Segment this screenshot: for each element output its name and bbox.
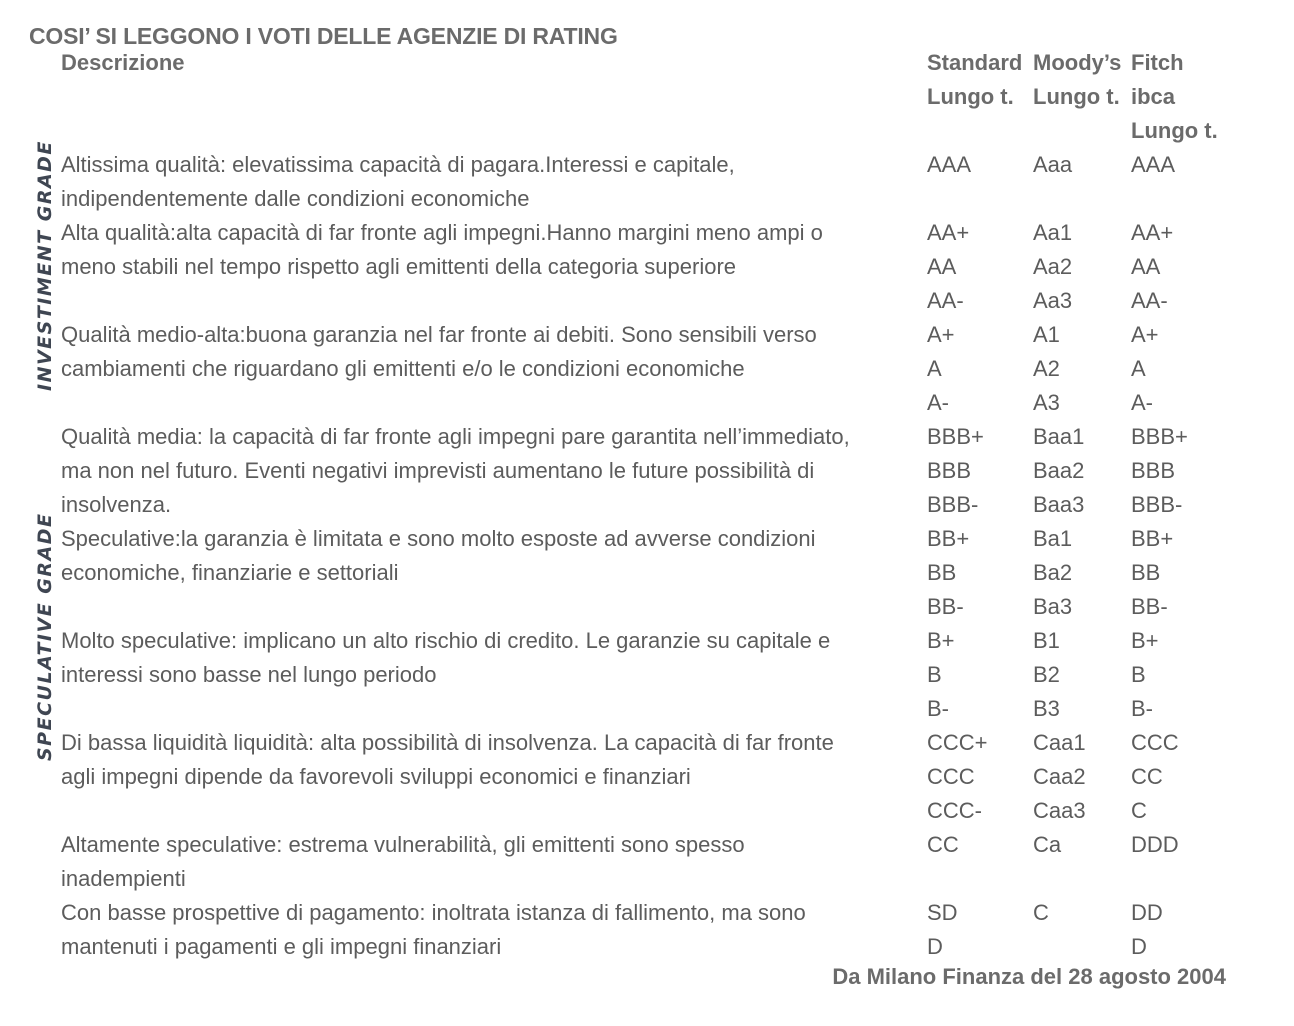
row-moodys-rating-line: Ba2 <box>1033 560 1073 585</box>
row-fitch-rating-line: A- <box>1131 390 1153 415</box>
row-description-line: Molto speculative: implicano un alto rischio di credito. Le garanzie su capitale e <box>61 628 831 653</box>
row-description-line: interessi sono basse nel lungo periodo <box>61 662 437 687</box>
row-description <box>61 420 926 522</box>
row-fitch-rating <box>1131 828 1179 896</box>
row-fitch-rating-line: AAA <box>1131 152 1176 177</box>
row-fitch-rating-line: DD <box>1131 900 1163 925</box>
row-moodys-rating <box>1033 726 1086 828</box>
row-fitch-rating-line <box>1131 862 1179 896</box>
row-standard-rating-line: B- <box>927 696 949 721</box>
row-description-line: inadempienti <box>61 866 186 891</box>
header-standard <box>927 46 1022 114</box>
row-fitch-rating-line: B+ <box>1131 628 1159 653</box>
header-standard-line: Lungo t. <box>927 84 1014 109</box>
row-description-line <box>61 590 926 624</box>
row-standard-rating-line: A+ <box>927 322 955 347</box>
row-standard-rating-line: CCC+ <box>927 730 988 755</box>
row-description-line <box>61 794 926 828</box>
row-fitch-rating-line: BB- <box>1131 594 1168 619</box>
row-standard-rating-line: CC <box>927 832 959 857</box>
row-standard-rating-line: A- <box>927 390 949 415</box>
row-description-line: agli impegni dipende da favorevoli sviluppi economici e finanziari <box>61 764 691 789</box>
row-fitch-rating-line: CC <box>1131 764 1163 789</box>
row-fitch-rating-line <box>1131 182 1175 216</box>
row-fitch-rating <box>1131 624 1159 726</box>
row-moodys-rating-line: Aa3 <box>1033 288 1073 313</box>
row-standard-rating <box>927 624 955 726</box>
row-moodys-rating-line: Caa1 <box>1033 730 1086 755</box>
row-description-line: meno stabili nel tempo rispetto agli emittenti della categoria superiore <box>61 254 737 279</box>
row-fitch-rating-line: AA- <box>1131 288 1168 313</box>
header-fitch-line: Fitch <box>1131 50 1184 75</box>
row-fitch-rating-line: C <box>1131 798 1147 823</box>
row-fitch-rating-line: B- <box>1131 696 1153 721</box>
row-description-line: Altamente speculative: estrema vulnerabilità, gli emittenti sono spesso <box>61 832 745 857</box>
row-standard-rating <box>927 828 959 896</box>
row-moodys-rating <box>1033 624 1060 726</box>
row-standard-rating-line: CCC- <box>927 798 982 823</box>
row-description-line: Qualità medio-alta:buona garanzia nel far fronte ai debiti. Sono sensibili verso <box>61 322 817 347</box>
row-fitch-rating <box>1131 318 1159 420</box>
row-description-line <box>61 386 926 420</box>
row-moodys-rating <box>1033 522 1072 624</box>
row-moodys-rating-line: Aa2 <box>1033 254 1073 279</box>
row-moodys-rating-line: A1 <box>1033 322 1060 347</box>
row-fitch-rating <box>1131 522 1173 624</box>
header-fitch <box>1131 46 1218 148</box>
row-moodys-rating-line: Ba1 <box>1033 526 1073 551</box>
row-moodys-rating <box>1033 420 1084 522</box>
row-fitch-rating-line: BBB+ <box>1131 424 1188 449</box>
row-description-line: Con basse prospettive di pagamento: inoltrata istanza di fallimento, ma sono <box>61 900 806 925</box>
row-description-line: Di bassa liquidità liquidità: alta possibilità di insolvenza. La capacità di far fronte <box>61 730 834 755</box>
row-fitch-rating-line: BBB <box>1131 458 1176 483</box>
row-moodys-rating-line <box>1033 930 1049 964</box>
row-fitch-rating <box>1131 726 1179 828</box>
row-fitch-rating-line: BBB- <box>1131 492 1183 517</box>
row-fitch-rating-line: AA+ <box>1131 220 1174 245</box>
row-standard-rating-line: D <box>927 934 943 959</box>
row-standard-rating-line: CCC <box>927 764 975 789</box>
row-standard-rating-line: BBB <box>927 458 972 483</box>
row-moodys-rating-line: Baa2 <box>1033 458 1085 483</box>
row-moodys-rating-line <box>1033 182 1072 216</box>
row-fitch-rating-line: B <box>1131 662 1146 687</box>
row-description-line: Altissima qualità: elevatissima capacità di pagara.Interessi e capitale, <box>61 152 735 177</box>
header-fitch-line: ibca <box>1131 84 1176 109</box>
row-description-line: mantenuti i pagamenti e gli impegni finanziari <box>61 934 502 959</box>
row-description-line <box>61 692 926 726</box>
row-standard-rating-line: AA- <box>927 288 964 313</box>
row-description-line: Speculative:la garanzia è limitata e sono molto esposte ad avverse condizioni <box>61 526 816 551</box>
row-description <box>61 624 926 726</box>
row-moodys-rating-line: Caa2 <box>1033 764 1086 789</box>
row-standard-rating-line: BBB+ <box>927 424 984 449</box>
row-moodys-rating-line: B3 <box>1033 696 1060 721</box>
investment-grade-label: INVESTIMENT GRADE <box>34 140 56 391</box>
row-fitch-rating-line: D <box>1131 934 1147 959</box>
row-fitch-rating-line: BB+ <box>1131 526 1174 551</box>
row-standard-rating-line: A <box>927 356 942 381</box>
row-moodys-rating <box>1033 896 1049 964</box>
row-moodys-rating-line: B1 <box>1033 628 1060 653</box>
row-standard-rating-line: BB+ <box>927 526 970 551</box>
row-description <box>61 828 926 896</box>
header-standard-line: Standard <box>927 50 1023 75</box>
row-standard-rating <box>927 148 971 216</box>
row-standard-rating <box>927 896 958 964</box>
speculative-grade-label: SPECULATIVE GRADE <box>34 512 56 761</box>
header-fitch-line: Lungo t. <box>1131 118 1218 143</box>
row-standard-rating <box>927 318 955 420</box>
row-moodys-rating-line: Ca <box>1033 832 1062 857</box>
row-standard-rating-line: AA+ <box>927 220 970 245</box>
row-standard-rating-line: BB <box>927 560 957 585</box>
row-standard-rating-line: B+ <box>927 628 955 653</box>
row-description <box>61 318 926 420</box>
row-standard-rating <box>927 522 969 624</box>
row-moodys-rating-line: Aaa <box>1033 152 1073 177</box>
header-moodys-line: Lungo t. <box>1033 84 1120 109</box>
header-description: Descrizione <box>61 50 185 75</box>
row-fitch-rating <box>1131 420 1188 522</box>
row-description-line: Qualità media: la capacità di far fronte agli impegni pare garantita nell’immediato, <box>61 424 850 449</box>
row-moodys-rating <box>1033 828 1061 896</box>
row-description <box>61 726 926 828</box>
source-note: Da Milano Finanza del 28 agosto 2004 <box>832 964 1226 989</box>
row-description <box>61 522 926 624</box>
row-fitch-rating-line: BB <box>1131 560 1161 585</box>
row-standard-rating <box>927 420 984 522</box>
row-standard-rating <box>927 216 969 318</box>
row-description-line: indipendentemente dalle condizioni economiche <box>61 186 530 211</box>
row-standard-rating-line: B <box>927 662 942 687</box>
row-description <box>61 216 926 318</box>
row-description-line <box>61 284 926 318</box>
row-description-line: Alta qualità:alta capacità di far fronte agli impegni.Hanno margini meno ampi o <box>61 220 823 245</box>
row-moodys-rating-line: Ba3 <box>1033 594 1073 619</box>
row-moodys-rating-line: A3 <box>1033 390 1060 415</box>
row-description-line: economiche, finanziarie e settoriali <box>61 560 399 585</box>
row-fitch-rating <box>1131 896 1163 964</box>
page-title: COSI’ SI LEGGONO I VOTI DELLE AGENZIE DI RATING <box>29 23 618 49</box>
row-fitch-rating-line: DDD <box>1131 832 1179 857</box>
row-moodys-rating-line: B2 <box>1033 662 1060 687</box>
row-description-line: insolvenza. <box>61 492 172 517</box>
row-moodys-rating <box>1033 216 1072 318</box>
row-description-line: cambiamenti che riguardano gli emittenti e/o le condizioni economiche <box>61 356 745 381</box>
row-standard-rating-line: AA <box>927 254 957 279</box>
row-standard-rating <box>927 726 988 828</box>
row-description-line: ma non nel futuro. Eventi negativi imprevisti aumentano le future possibilità di <box>61 458 815 483</box>
row-standard-rating-line <box>927 182 971 216</box>
header-moodys <box>1033 46 1121 114</box>
row-standard-rating-line <box>927 862 959 896</box>
row-moodys-rating <box>1033 148 1072 216</box>
row-moodys-rating-line: C <box>1033 900 1049 925</box>
row-description <box>61 896 926 964</box>
row-fitch-rating-line: AA <box>1131 254 1161 279</box>
row-fitch-rating-line: A+ <box>1131 322 1159 347</box>
row-standard-rating-line: BBB- <box>927 492 979 517</box>
row-moodys-rating-line: Baa1 <box>1033 424 1085 449</box>
row-fitch-rating-line: A <box>1131 356 1146 381</box>
row-fitch-rating <box>1131 216 1173 318</box>
row-moodys-rating-line: Aa1 <box>1033 220 1073 245</box>
row-standard-rating-line: SD <box>927 900 958 925</box>
row-description <box>61 148 926 216</box>
row-standard-rating-line: BB- <box>927 594 964 619</box>
row-moodys-rating-line: A2 <box>1033 356 1060 381</box>
row-fitch-rating-line: CCC <box>1131 730 1179 755</box>
row-moodys-rating-line: Caa3 <box>1033 798 1086 823</box>
header-moodys-line: Moody’s <box>1033 50 1122 75</box>
row-fitch-rating <box>1131 148 1175 216</box>
row-standard-rating-line: AAA <box>927 152 972 177</box>
row-moodys-rating-line: Baa3 <box>1033 492 1085 517</box>
row-moodys-rating-line <box>1033 862 1061 896</box>
row-moodys-rating <box>1033 318 1060 420</box>
